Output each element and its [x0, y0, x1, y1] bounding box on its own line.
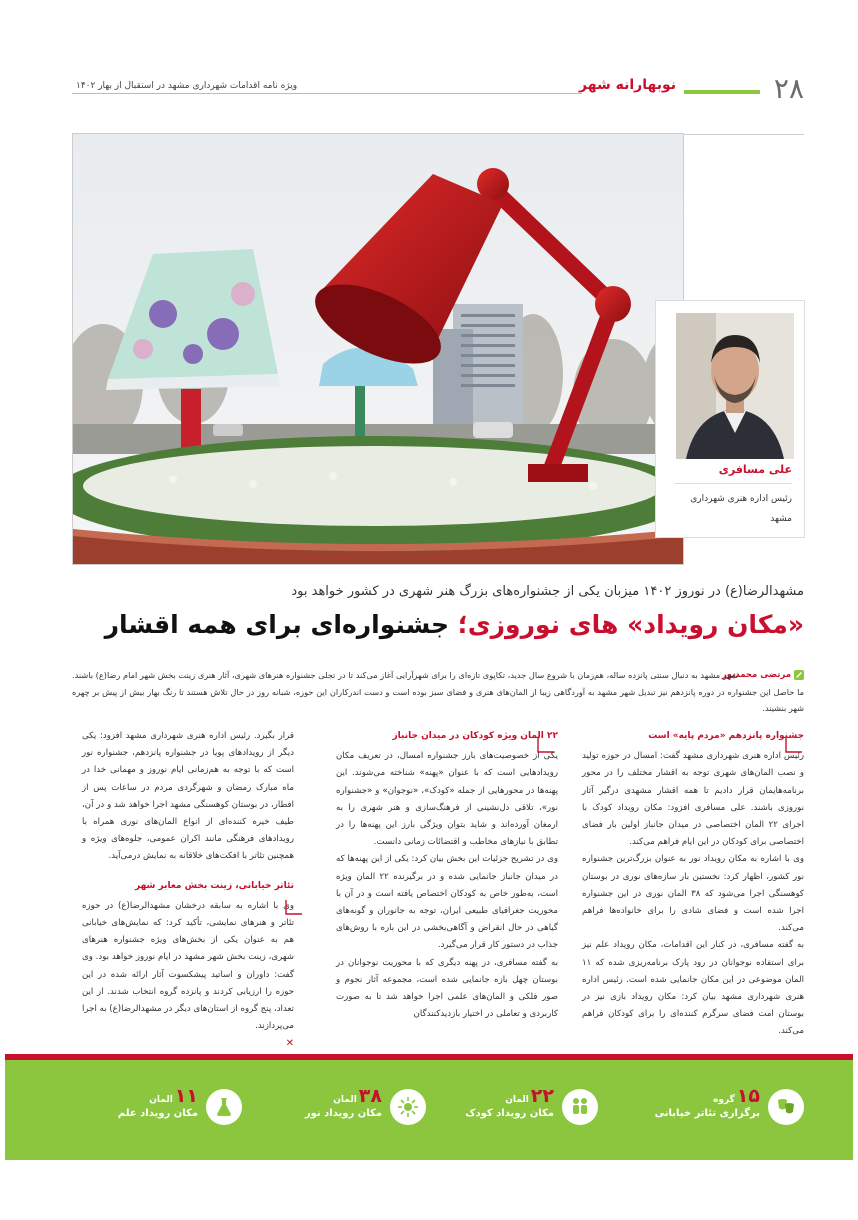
article-kicker: مشهدالرضا(ع) در نوروز ۱۴۰۲ میزبان یکی از جشنواره‌های بزرگ هنر شهری در کشور خواهد بود — [291, 584, 804, 599]
column-1-paragraph: رئیس اداره هنری شهرداری مشهد گفت: امسال در حوزه تولید و نصب المان‌های شهری توجه به اقشار مختلف را در محور برنامه‌هایمان قرار دادیم تا همه اقشار مشهدی درگیر آثار نوروزی باشند. علی مسافری افزود: مکان رویداد کودک با اجرای ۲۲ المان اختصاصی در میدان جانباز اولین بار فضای اختصاصی برای کودکان در این ایام فراهم می‌کند. — [582, 751, 804, 848]
section-title: نوبهارانه شهر — [579, 77, 676, 93]
person-role: رئیس اداره هنری شهرداری مشهد — [690, 494, 792, 524]
stat-children — [448, 1085, 598, 1131]
column-2-paragraph: به گفته مسافری، در پهنه دیگری که با محوریت نوجوانان در بوستان چهل بازه جانمایی شده است، مجموعه آثار نجوم و صور فلکی و المان‌های علمی اجرا خواهد شد تا به صورت کاربردی و تعاملی در اختیار بازدیدکنندگان — [336, 957, 558, 1020]
stat-number: ۱۱ — [174, 1085, 198, 1107]
stat-unit: گروه — [713, 1095, 735, 1105]
column-2-paragraph: وی در تشریح جزئیات این بخش بیان کرد: یکی از این پهنه‌ها که در میدان جانباز جانمایی شده و در برگیرنده ۲۲ المان ویژه است، به‌طور خاص به کودکان اختصاص یافته است و در آن با محوریت جغرافیای طبیعی ایران، توجه به جانوران و گونه‌های گیاهی در حال انقراض و آگاهی‌بخشی در این باره با روش‌های جذاب در دستور کار قرار می‌گیرد. — [336, 854, 558, 951]
heading-corner-mark — [536, 736, 556, 754]
article-title — [105, 610, 804, 639]
title-black-part: جشنواره‌ای برای همه اقشار — [104, 610, 458, 639]
author-name: مرتضی محمدپور — [721, 670, 791, 680]
stat-label: مکان رویداد علم — [117, 1108, 198, 1119]
person-name: علی مسافری — [718, 463, 792, 476]
stat-unit: المان — [505, 1095, 529, 1105]
stat-number: ۳۸ — [358, 1085, 382, 1107]
person-divider — [674, 483, 792, 484]
page-number: ۲۸ — [773, 72, 804, 105]
column-1-heading: جشنواره پانزدهم «مردم پایه» است — [648, 731, 804, 741]
photo-illustration — [73, 134, 684, 565]
stats-band-accent — [5, 1054, 853, 1060]
stat-light — [286, 1085, 426, 1131]
header-subtitle: ویژه نامه اقدامات شهرداری مشهد در استقبال از بهار ۱۴۰۲ — [72, 81, 297, 91]
stat-number: ۱۵ — [736, 1085, 760, 1107]
person-portrait — [676, 313, 794, 459]
column-1-paragraph: وی با اشاره به مکان رویداد نور به عنوان بزرگ‌ترین جشنواره نور کشور، اظهار کرد: نخستین بار سازه‌های نوری در بوستان کوهسنگی اجرا می‌شود که ۳۸ المان نوری در این جشنواره اجرا شده است و فضای شادی را برای خانواده‌ها فراهم می‌کند. — [582, 854, 804, 934]
stat-science — [102, 1085, 242, 1131]
main-photo-lamp-sculptures — [72, 133, 684, 565]
end-of-article-icon: ✕ — [285, 1038, 294, 1050]
column-3-heading: تئاتر خیابانی، زینت بخش معابر شهر — [134, 880, 294, 891]
science-icon — [206, 1089, 242, 1125]
stat-unit: المان — [149, 1095, 173, 1105]
heading-corner-mark — [284, 898, 304, 916]
stat-label: برگزاری تئاتر خیابانی — [654, 1108, 760, 1119]
person-card — [655, 300, 805, 538]
column-3-paragraph: وی با اشاره به سابقه درخشان مشهدالرضا(ع) در حوزه تئاتر و هنرهای نمایشی، تأکید کرد: که نمایش‌های خیابانی هم به عنوان یکی از بخش‌های ویژه جشنواره هنرهای شهری، زینت بخش شهر مشهد در ایام نوروز خواهد بود. وی گفت: داوران و اساتید پیشکسوت آثار ارائه شده در این حوزه را ارزیابی کردند و پانزده گروه انتخاب شدند. از این تعداد، پنج گروه از استان‌های دیگر در مشهدالرضا(ع) به اجرا می‌پردازند. — [82, 900, 294, 1032]
header-accent-bar — [684, 90, 760, 94]
stat-label: مکان رویداد کودک — [465, 1108, 554, 1119]
article-column-1 — [582, 728, 804, 1041]
children-icon — [562, 1089, 598, 1125]
stat-unit: المان — [333, 1095, 357, 1105]
theater-masks-icon — [768, 1089, 804, 1125]
column-3-paragraph: قرار بگیرد. رئیس اداره هنری شهرداری مشهد افزود: یکی دیگر از رویدادهای پویا در جشنواره پانزدهم، جشنواره نور است که با توجه به هم‌زمانی ایام نوروز و مهمانی خدا در ماه مبارک رمضان و شهرگردی مردم در ساعات پس از افطار، در بوستان کوهسنگی مشهد اجرا خواهد شد و در آن، طیف خیره کننده‌ای از انواع المان‌های نوری همراه با رویدادهای فرهنگی مانند اکران عمومی، جلوه‌های ویژه و همچنین تئاتر با افکت‌های خلاقانه به نمایش درمی‌آید. — [82, 731, 294, 862]
light-burst-icon — [390, 1089, 426, 1125]
column-2-paragraph: یکی از خصوصیت‌های بارز جشنواره امسال، در تعریف مکان رویدادهایی است که با عنوان «پهنه» شناخته می‌شوند. این پهنه‌ها در محورهایی از جمله «کودک»، «نوجوان» و «جشنواره نور»، تلاقی دل‌نشینی از فرهنگ‌سازی و هنر شهری را به ارمغان آورده‌اند و شاید بتوان ویژگی بارز این پهنه‌ها را در تطابق با نیازهای مخاطب و اقتضائات زمانی دانست. — [336, 751, 558, 848]
column-2-heading: ۲۲ المان ویژه کودکان در میدان جانباز — [392, 731, 558, 741]
column-1-paragraph: به گفته مسافری، در کنار این اقدامات، مکان رویداد علم نیز برای استفاده نوجوانان در رود پارک برنامه‌ریزی شده که ۱۱ المان موضوعی در این مکان جانمایی شده است. رئیس اداره هنری شهرداری مشهد بیان کرد: مکان رویداد بازی نیز در بوستان امت فضای سرگرم کننده‌ای را برای کودکان فراهم می‌کند. — [582, 940, 804, 1037]
article-column-2 — [336, 728, 558, 1023]
stat-number: ۲۲ — [530, 1085, 554, 1107]
person-photo — [676, 313, 794, 459]
heading-corner-mark — [784, 736, 804, 754]
stat-label: مکان رویداد نور — [304, 1108, 382, 1119]
title-red-part: «مکان رویداد» های نوروزی؛ — [457, 610, 804, 639]
article-lead: شهر مشهد به دنبال سنتی پانزده ساله، هم‌زمان با شروع سال جدید، تکاپوی تازه‌ای را برای شهرآرایی آغاز می‌کند تا در تجلی جشنواره هنرهای شهری، آثار هنری زینت بخش شهر امام رضا(ع) باشند. ما حاصل این جشنواره در دوره پانزدهم نیز تبدیل شهر مشهد به آوردگاهی زیبا از المان‌های هنری و فضای سبز بوده است و دست اندرکاران این حوزه، شبانه روز در حال تلاش هستند تا رنگ بهار بیش از پیش بر چهره شهر بنشیند. — [72, 670, 804, 713]
page-header — [72, 72, 804, 106]
stat-theater — [634, 1085, 804, 1131]
article-column-3 — [82, 728, 294, 1054]
